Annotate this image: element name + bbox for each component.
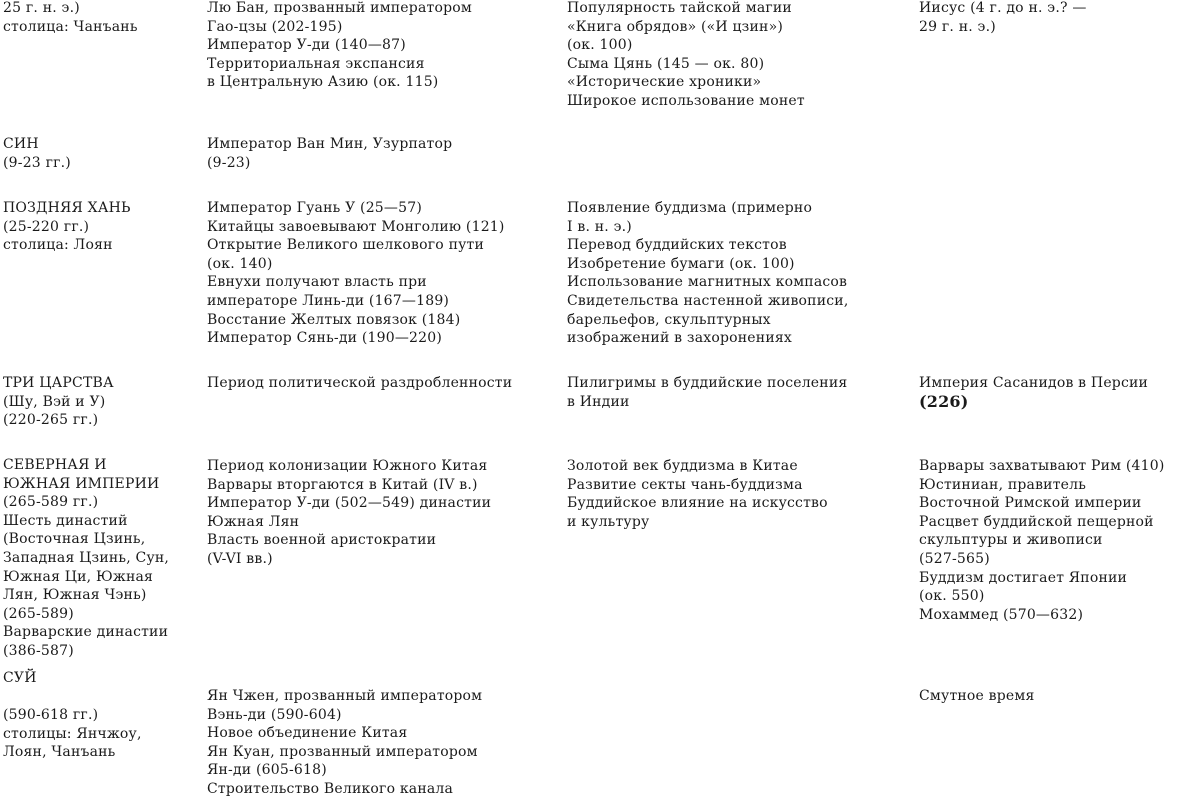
text-line: (Восточная Цзинь, [3, 531, 146, 548]
text-line: в Индии [567, 393, 630, 410]
text-line: скульптуры и живописи [919, 532, 1103, 549]
text-line: Буддизм достигает Японии [919, 569, 1128, 586]
politics-cell-three-kingdoms [207, 374, 512, 393]
text-line: Ян Куан, прозванный императором [207, 743, 478, 760]
text-line: столица: Лоян [3, 237, 113, 254]
text-line: Южная Ци, Южная [3, 568, 154, 585]
dynasty-cell-north-south [3, 456, 169, 661]
text-line: (265-589 гг.) [3, 494, 99, 511]
dynasty-cell-later-han [3, 199, 131, 255]
text-line: 25 г. н. э.) [3, 0, 80, 16]
text-line [3, 688, 142, 707]
text-line: Варварские династии [3, 624, 169, 641]
text-line: Новое объединение Китая [207, 725, 408, 742]
text-line: Империя Сасанидов в Персии [919, 375, 1149, 391]
text-line: Император Ван Мин, Узурпатор [207, 136, 453, 152]
text-line: (265-589) [3, 605, 74, 622]
text-line: ПОЗДНЯЯ ХАНЬ [3, 200, 131, 216]
text-line: (Шу, Вэй и У) [3, 393, 106, 410]
text-line: столицы: Янчжоу, [3, 725, 142, 742]
text-line: (386-587) [3, 642, 74, 659]
text-line: Период колонизации Южного Китая [207, 458, 488, 474]
text-line: императоре Линь-ди (167—189) [207, 292, 450, 309]
text-line: Вэнь-ди (590-604) [207, 706, 342, 723]
text-line: Император У-ди (140—87) [207, 37, 406, 54]
text-line: барельефов, скульптурных [567, 311, 771, 328]
politics-cell-later-han [207, 199, 505, 348]
politics-cell-early-han [207, 0, 472, 92]
text-line: (226) [919, 391, 969, 411]
text-line: СЕВЕРНАЯ И [3, 457, 107, 473]
text-line: Популярность тайской магии [567, 0, 792, 16]
dynasty-cell-early-han [3, 0, 138, 36]
text-line: Мохаммед (570—632) [919, 606, 1084, 623]
text-line: Император У-ди (502—549) династии [207, 495, 492, 512]
culture-cell-three-kingdoms [567, 374, 847, 411]
text-line: Свидетельства настенной живописи, [567, 292, 849, 309]
text-line: Западная Цзинь, Сун, [3, 549, 170, 566]
text-line: Варвары захватывают Рим (410) [919, 458, 1165, 474]
text-line: Власть военной аристократии [207, 532, 437, 549]
text-line: Появление буддизма (примерно [567, 200, 813, 216]
dynasty-cell-sui [3, 669, 142, 762]
text-line: Восточной Римской империи [919, 495, 1142, 512]
text-line: ТРИ ЦАРСТВА [3, 375, 114, 391]
text-line: ЮЖНАЯ ИМПЕРИИ [3, 475, 160, 492]
text-line: (590-618 гг.) [3, 707, 99, 724]
text-line: Изобретение бумаги (ок. 100) [567, 255, 795, 272]
text-line: Развитие секты чань-буддизма [567, 476, 803, 493]
text-line: СУЙ [3, 670, 37, 686]
dynasty-cell-three-kingdoms [3, 374, 114, 430]
text-line: Император Гуань У (25—57) [207, 200, 422, 216]
text-line: (ок. 140) [207, 255, 273, 272]
text-line: Шесть династий [3, 512, 128, 529]
text-line: Гао-цзы (202-195) [207, 18, 343, 35]
world-cell-three-kingdoms [919, 374, 1148, 411]
text-line: Смутное время [919, 688, 1035, 704]
text-line: столица: Чанъань [3, 18, 138, 35]
text-line: (V-VI вв.) [207, 550, 273, 567]
culture-cell-early-han [567, 0, 805, 111]
text-line: Период политической раздробленности [207, 375, 513, 391]
text-line: (ок. 550) [919, 588, 985, 605]
politics-cell-xin [207, 135, 452, 172]
text-line: Сыма Цянь (145 — ок. 80) [567, 55, 765, 72]
text-line: (527-565) [919, 550, 990, 567]
politics-cell-north-south [207, 457, 491, 569]
text-line: (220-265 гг.) [3, 412, 99, 429]
text-line: в Центральную Азию (ок. 115) [207, 74, 439, 91]
text-line: Ян-ди (605-618) [207, 762, 327, 779]
text-line: Расцвет буддийской пещерной [919, 513, 1154, 530]
text-line: Китайцы завоевывают Монголию (121) [207, 218, 505, 235]
world-cell-early-han [919, 0, 1087, 36]
text-line: Варвары вторгаются в Китай (IV в.) [207, 476, 478, 493]
text-line: (9-23) [207, 154, 251, 171]
text-line: Император Сянь-ди (190—220) [207, 330, 443, 347]
text-line: Золотой век буддизма в Китае [567, 458, 798, 474]
text-line: Открытие Великого шелкового пути [207, 237, 485, 254]
text-line: Пилигримы в буддийские поселения [567, 375, 848, 391]
text-line: Восстание Желтых повязок (184) [207, 311, 461, 328]
culture-cell-north-south [567, 457, 828, 531]
text-line: (ок. 100) [567, 37, 633, 54]
text-line: Евнухи получают власть при [207, 274, 427, 291]
text-line: Строительство Великого канала [207, 780, 454, 797]
text-line: I в. н. э.) [567, 218, 632, 235]
text-line: Перевод буддийских текстов [567, 237, 787, 254]
text-line: Лю Бан, прозванный императором [207, 0, 472, 16]
text-line: 29 г. н. э.) [919, 18, 996, 35]
text-line: Широкое использование монет [567, 92, 805, 109]
text-line: Территориальная экспансия [207, 55, 425, 72]
text-line: Лян, Южная Чэнь) [3, 587, 147, 604]
text-line: Южная Лян [207, 513, 300, 530]
text-line: и культуру [567, 513, 650, 530]
text-line: «Исторические хроники» [567, 74, 762, 91]
text-line: Иисус (4 г. до н. э.? — [919, 0, 1087, 16]
text-line: Юстиниан, правитель [919, 476, 1087, 493]
text-line: Использование магнитных компасов [567, 274, 848, 291]
text-line: изображений в захоронениях [567, 330, 792, 347]
text-line: «Книга обрядов» («И цзин») [567, 18, 784, 35]
world-cell-north-south [919, 457, 1165, 624]
world-cell-sui [919, 687, 1035, 706]
dynasty-cell-xin [3, 135, 71, 172]
text-line: СИН [3, 136, 39, 152]
text-line: Буддийское влияние на искусство [567, 495, 828, 512]
text-line: (9-23 гг.) [3, 154, 71, 171]
text-line: (25-220 гг.) [3, 218, 90, 235]
text-line: Ян Чжен, прозванный императором [207, 688, 483, 704]
culture-cell-later-han [567, 199, 848, 348]
text-line: Лоян, Чанъань [3, 744, 116, 761]
politics-cell-sui [207, 687, 482, 799]
